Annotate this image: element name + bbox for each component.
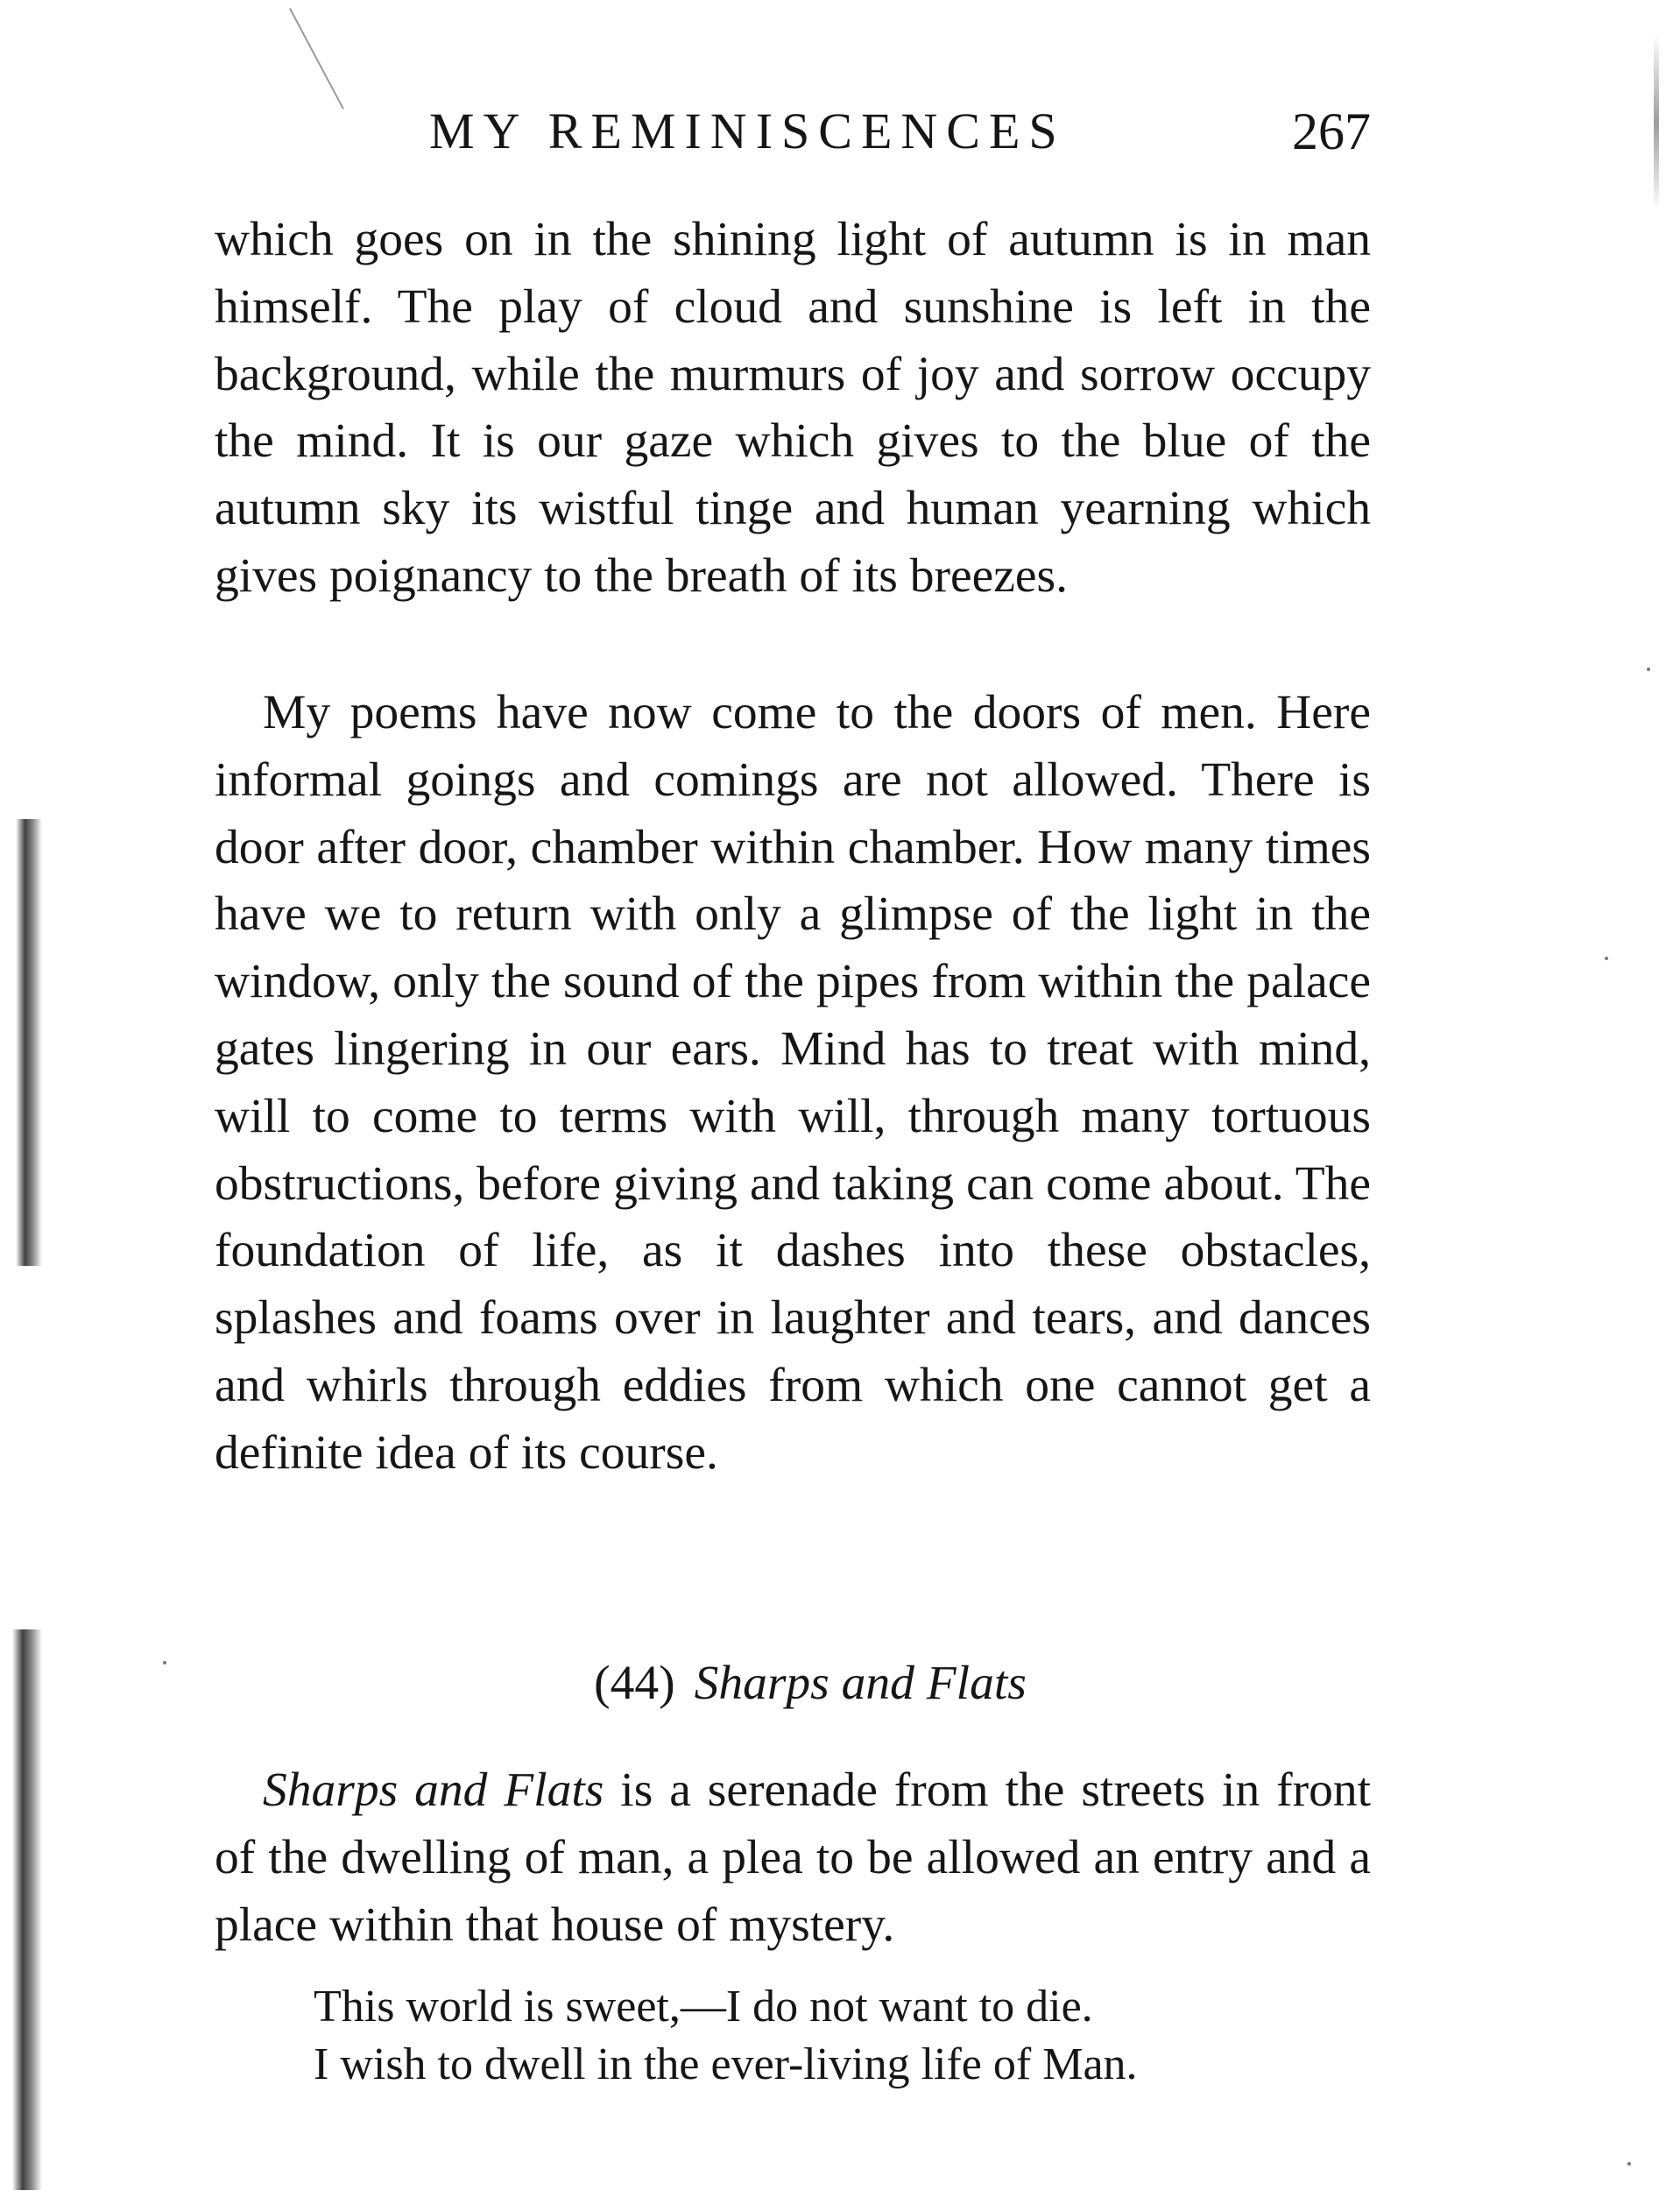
- running-title: MY REMINISCENCES: [429, 102, 1066, 159]
- scan-edge-shadow: [16, 819, 42, 1266]
- paragraph-text: My poems have now come to the doors of men. Here informal goings and comings are not allowed. There is door after door, chamber within chamber. How many times have we to return with only a glimpse of the light in the window, only the sound of the pipes from within the palace gates lingering in our ears. Mind has to treat with mind, will to come to terms with will, through many tortuous obstructions, before giving and taking can come about. The foundation of life, as it dashes into these obstacles, splashes and foams over in laughter and tears, and dances and whirls through eddies from which one cannot get a definite idea of its course.: [215, 686, 1371, 1480]
- paragraph: [215, 680, 1371, 1488]
- section-heading: [215, 1649, 1371, 1719]
- scan-speck: [1647, 668, 1650, 671]
- scan-speck: [1605, 957, 1608, 960]
- scan-edge-shadow: [12, 1629, 42, 2190]
- verse-line: I wish to dwell in the ever-living life of Man.: [314, 2039, 1138, 2089]
- section-title: Sharps and Flats: [694, 1657, 1027, 1710]
- verse-quote: [314, 1978, 1365, 2094]
- paragraph-text: which goes on in the shining light of autumn is in man himself. The play of cloud and sunshine is left in the background, while the murmurs of joy and sorrow occupy the mind. It is our gaze which gives to the blue of the autumn sky its wistful tinge and human yearning which gives poignancy to the breath of its breezes.: [215, 213, 1371, 603]
- scan-edge-shadow: [1654, 35, 1659, 210]
- page-number: 267: [1292, 102, 1371, 160]
- verse-line: This world is sweet,—I do not want to die.: [314, 1982, 1093, 2032]
- italic-title-reference: Sharps and Flats: [263, 1763, 604, 1817]
- paragraph-text: [215, 1757, 1371, 1959]
- scan-speck: [1627, 2162, 1631, 2166]
- paragraph-rest: is a serenade from the streets in front of the dwelling of man, a plea to be allowed an entry and a place within that house of mystery.: [215, 1763, 1371, 1952]
- paragraph: [215, 1757, 1371, 1959]
- scan-hair-mark: [289, 8, 344, 110]
- running-head: [215, 96, 1388, 166]
- paragraph-continuation: [215, 207, 1371, 611]
- scan-speck: [163, 1661, 166, 1664]
- section-number: (44): [594, 1657, 675, 1710]
